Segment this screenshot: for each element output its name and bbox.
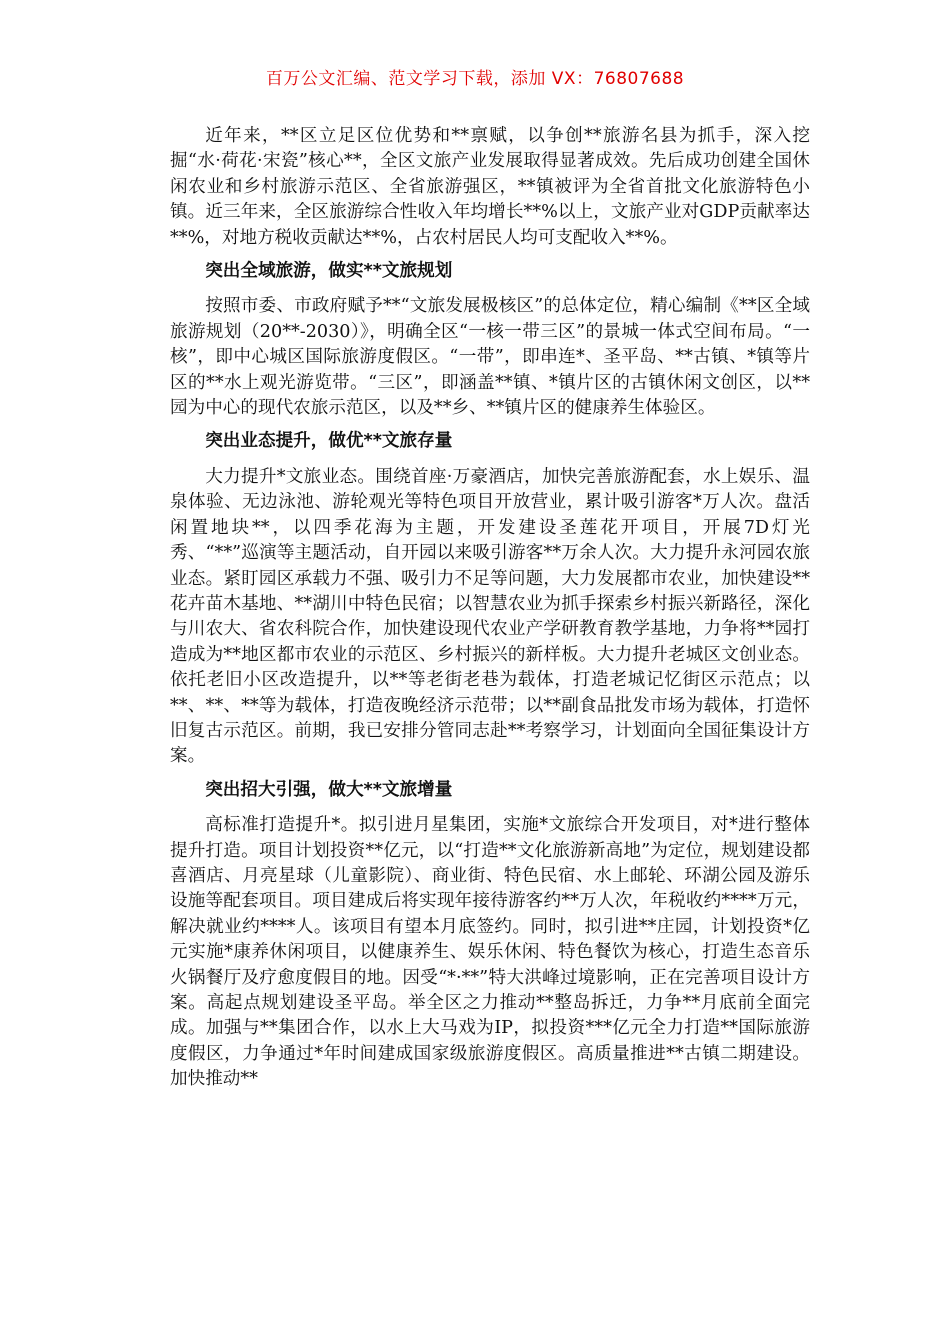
section-paragraph-investment: 高标准打造提升*。拟引进月星集团，实施*文旅综合开发项目，对*进行整体提升打造。项目计划投资**亿元，以“打造**文化旅游新高地”为定位，规划建设都喜酒店、月亮星球（儿童影院）、商业街、特色民宿、水上邮轮、环湖公园及游乐设施等配套项目。项目建成后将实现年接待游客约**万人次，年税收约****万元，解决就业约****人。该项目有望本月底签约。同时，拟引进**庄园，计划投资*亿元实施*康养休闲项目，以健康养生、娱乐休闲、特色餐饮为核心，打造生态音乐火锅餐厅及疗愈度假目的地。因受“*·**”特大洪峰过境影响，正在完善项目设计方案。高起点规划建设圣平岛。举全区之力推动**整岛拆迁，力争**月底前全面完成。加强与**集团合作，以水上大马戏为IP，拟投资***亿元全力打造**国际旅游度假区，力争通过*年时间建成国家级旅游度假区。高质量推进**古镇二期建设。加快推动** bbox=[170, 815, 810, 1090]
section-paragraph-business: 大力提升*文旅业态。围绕首座·万豪酒店，加快完善旅游配套，水上娱乐、温泉体验、无边泳池、游轮观光等特色项目开放营业，累计吸引游客*万人次。盘活闲置地块**，以四季花海为主题，开发建设圣莲花开项目，开展7D灯光秀、“**”巡演等主题活动，自开园以来吸引游客**万余人次。大力提升永河园农旅业态。紧盯园区承载力不强、吸引力不足等问题，大力发展都市农业，加快建设**花卉苗木基地、**湖川中特色民宿；以智慧农业为抓手探索乡村振兴新路径，深化与川农大、省农科院合作，加快建设现代农业产学研教育教学基地，力争将**园打造成为**地区都市农业的示范区、乡村振兴的新样板。大力提升老城区文创业态。依托老旧小区改造提升，以**等老街老巷为载体，打造老城记忆街区示范点；以**、**、**等为载体，打造夜晚经济示范带；以**副食品批发市场为载体，打造怀旧复古示范区。前期，我已安排分管同志赴**考察学习，计划面向全国征集设计方案。 bbox=[170, 466, 810, 767]
section-heading-investment: 突出招大引强，做大**文旅增量 bbox=[205, 779, 453, 800]
download-banner: 百万公文汇编、范文学习下载，添加 VX：76807688 bbox=[265, 69, 685, 89]
section-paragraph-planning: 按照市委、市政府赋予**“文旅发展极核区”的总体定位，精心编制《**区全域旅游规划（20**-2030）》，明确全区“一核一带三区”的景城一体式空间布局。“一核”，即中心城区国际旅游度假区。“一带”，即串连*、圣平岛、**古镇、*镇等片区的**水上观光游览带。“三区”，即涵盖**镇、*镇片区的古镇休闲文创区，以**园为中心的现代农旅示范区，以及**乡、**镇片区的健康养生体验区。 bbox=[170, 296, 810, 419]
section-heading-planning: 突出全域旅游，做实**文旅规划 bbox=[205, 261, 453, 282]
document-body bbox=[170, 124, 810, 1093]
section-heading-business: 突出业态提升，做优**文旅存量 bbox=[205, 431, 453, 452]
intro-paragraph: 近年来，**区立足区位优势和**禀赋，以争创**旅游名县为抓手，深入挖掘“水·荷花·宋瓷”核心**，全区文旅产业发展取得显著成效。先后成功创建全国休闲农业和乡村旅游示范区、全省旅游强区，**镇被评为全省首批文化旅游特色小镇。近三年来，全区旅游综合性收入年均增长**%以上，文旅产业对GDP贡献率达**%，对地方税收贡献达**%，占农村居民人均可支配收入**%。 bbox=[170, 126, 810, 248]
